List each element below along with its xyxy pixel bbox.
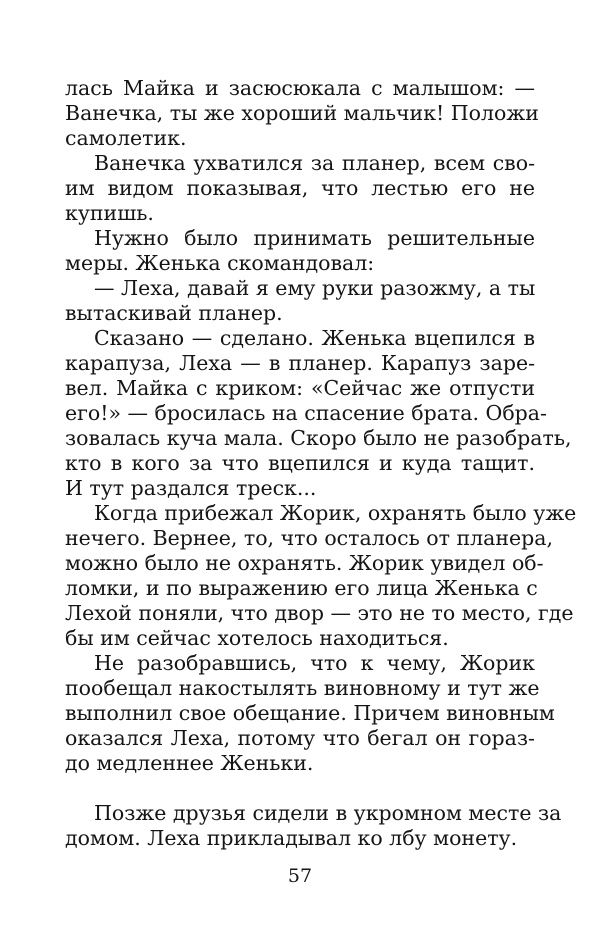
text-line: карапуза, Леха — в планер. Карапуз заре- xyxy=(65,351,535,375)
text-line: И тут раздался треск... xyxy=(65,476,317,500)
paragraph xyxy=(65,326,572,501)
text-line: можно было не охранять. Жорик увидел об- xyxy=(65,551,544,575)
section-break xyxy=(65,776,535,801)
text-line: выполнил свое обещание. Причем виновным xyxy=(65,701,555,725)
text-line: купишь. xyxy=(65,201,154,225)
text-line: Когда прибежал Жорик, охранять было уже xyxy=(94,501,577,525)
page-number: 57 xyxy=(287,865,313,887)
paragraph xyxy=(65,501,577,651)
paragraph xyxy=(65,651,555,776)
text-line: бы им сейчас хотелось находиться. xyxy=(65,626,449,650)
text-line: кто в кого за что вцепился и куда тащит. xyxy=(65,451,535,475)
text-line: вел. Майка с криком: «Сейчас же отпусти xyxy=(65,376,535,400)
text-line: Позже друзья сидели в укромном месте за xyxy=(94,801,562,825)
text-line: Ванечка, ты же хороший мальчик! Положи xyxy=(65,101,539,125)
text-line: Лехой поняли, что двор — это не то место, где xyxy=(65,601,574,625)
text-line: его!» — бросилась на спасение брата. Обра- xyxy=(65,401,547,425)
text-line: самолетик. xyxy=(65,126,187,150)
text-line: до медленнее Женьки. xyxy=(65,751,314,775)
text-line: нечего. Вернее, то, что осталось от планера, xyxy=(65,526,554,550)
text-line: им видом показывая, что лестью его не xyxy=(65,176,535,200)
paragraph xyxy=(65,226,535,276)
text-line: Ванечка ухватился за планер, всем сво- xyxy=(94,151,535,175)
text-line: Не разобравшись, что к чему, Жорик xyxy=(94,651,535,675)
text-line: ломки, и по выражению его лица Женька с xyxy=(65,576,538,600)
text-line: лась Майка и засюсюкала с малышом: — xyxy=(65,76,535,100)
text-line: оказался Леха, потому что бегал он гораз- xyxy=(65,726,535,750)
paragraph xyxy=(65,151,535,226)
text-line: вытаскивай планер. xyxy=(65,301,283,325)
text-line: зовалась куча мала. Скоро было не разобрать, xyxy=(65,426,572,450)
paragraph xyxy=(65,276,535,326)
text-line: пообещал накостылять виновному и тут же xyxy=(65,676,540,700)
text-line: Сказано — сделано. Женька вцепился в xyxy=(94,326,535,350)
paragraph xyxy=(65,76,539,151)
text-line: — Леха, давай я ему руки разожму, а ты xyxy=(94,276,536,300)
paragraph xyxy=(65,801,562,851)
text-line: Нужно было принимать решительные xyxy=(94,226,535,250)
body-text xyxy=(65,76,577,851)
text-line: домом. Леха прикладывал ко лбу монету. xyxy=(65,826,518,850)
text-line: меры. Женька скомандовал: xyxy=(65,251,375,275)
